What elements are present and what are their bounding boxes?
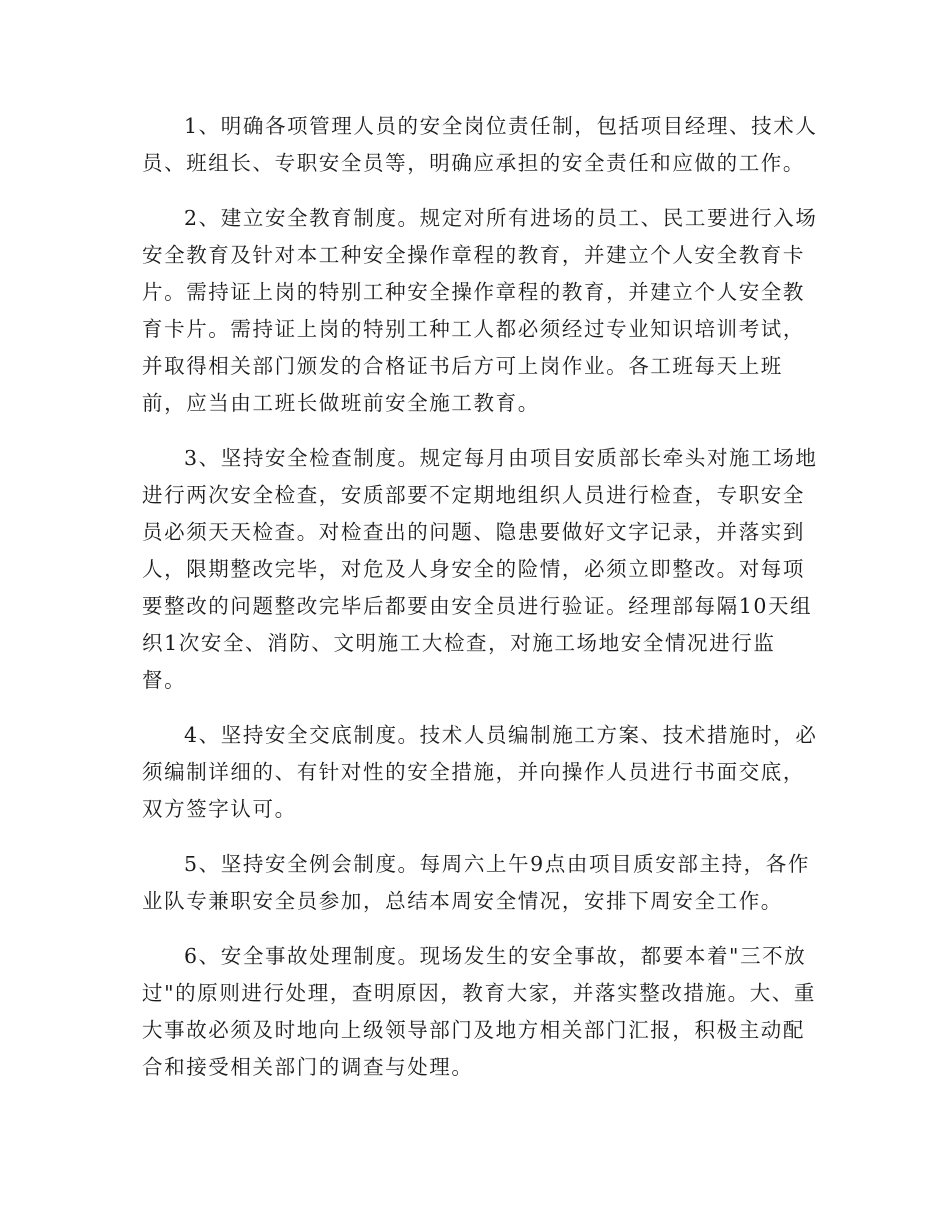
paragraph-line: 人，限期整改完毕，对危及人身安全的险情，必须立即整改。对每项 <box>142 557 805 581</box>
paragraph-line: 安全教育及针对本工种安全操作章程的教育，并建立个人安全教育卡 <box>142 243 805 267</box>
paragraph-2 <box>142 200 818 422</box>
paragraph-6 <box>142 938 817 1086</box>
paragraph-5 <box>142 846 810 920</box>
paragraph-line: 合和接受相关部门的调查与处理。 <box>142 1055 474 1079</box>
paragraph-line: 业队专兼职安全员参加，总结本周安全情况，安排下周安全工作。 <box>142 889 783 913</box>
paragraph-4 <box>142 717 818 828</box>
paragraph-line: 须编制详细的、有针对性的安全措施，并向操作人员进行书面交底， <box>142 760 805 784</box>
document-page <box>142 108 818 1104</box>
paragraph-line: 片。需持证上岗的特别工种安全操作章程的教育，并建立个人安全教 <box>142 280 805 304</box>
paragraph-line: 督。 <box>142 668 187 692</box>
paragraph-line: 员必须天天检查。对检查出的问题、隐患要做好文字记录，并落实到 <box>142 520 805 544</box>
paragraph-line: 要整改的问题整改完毕后都要由安全员进行验证。经理部每隔10天组 <box>142 594 813 618</box>
paragraph-line: 进行两次安全检查，安质部要不定期地组织人员进行检查，专职安全 <box>142 483 805 507</box>
paragraph-line: 织1次安全、消防、文明施工大检查，对施工场地安全情况进行监 <box>142 631 776 655</box>
paragraph-line: 员、班组长、专职安全员等，明确应承担的安全责任和应做的工作。 <box>142 151 805 175</box>
paragraph-1 <box>142 108 818 182</box>
paragraph-3 <box>142 440 818 699</box>
paragraph-line: 双方签字认可。 <box>142 797 297 821</box>
paragraph-line: 大事故必须及时地向上级领导部门及地方相关部门汇报，积极主动配 <box>142 1018 805 1042</box>
paragraph-line: 并取得相关部门颁发的合格证书后方可上岗作业。各工班每天上班 <box>142 354 783 378</box>
paragraph-line: 5、坚持安全例会制度。每周六上午9点由项目质安部主持，各作 <box>184 852 810 876</box>
paragraph-line: 4、坚持安全交底制度。技术人员编制施工方案、技术措施时，必 <box>184 723 818 747</box>
paragraph-line: 前，应当由工班长做班前安全施工教育。 <box>142 391 540 415</box>
paragraph-line: 1、明确各项管理人员的安全岗位责任制，包括项目经理、技术人 <box>184 114 818 138</box>
paragraph-line: 2、建立安全教育制度。规定对所有进场的员工、民工要进行入场 <box>184 206 818 230</box>
paragraph-line: 育卡片。需持证上岗的特别工种工人都必须经过专业知识培训考试， <box>142 317 805 341</box>
paragraph-line: 3、坚持安全检查制度。规定每月由项目安质部长牵头对施工场地 <box>184 446 818 470</box>
paragraph-line: 过"的原则进行处理，查明原因，教育大家，并落实整改措施。大、重 <box>142 981 817 1005</box>
paragraph-line: 6、安全事故处理制度。现场发生的安全事故，都要本着"三不放 <box>184 944 807 968</box>
